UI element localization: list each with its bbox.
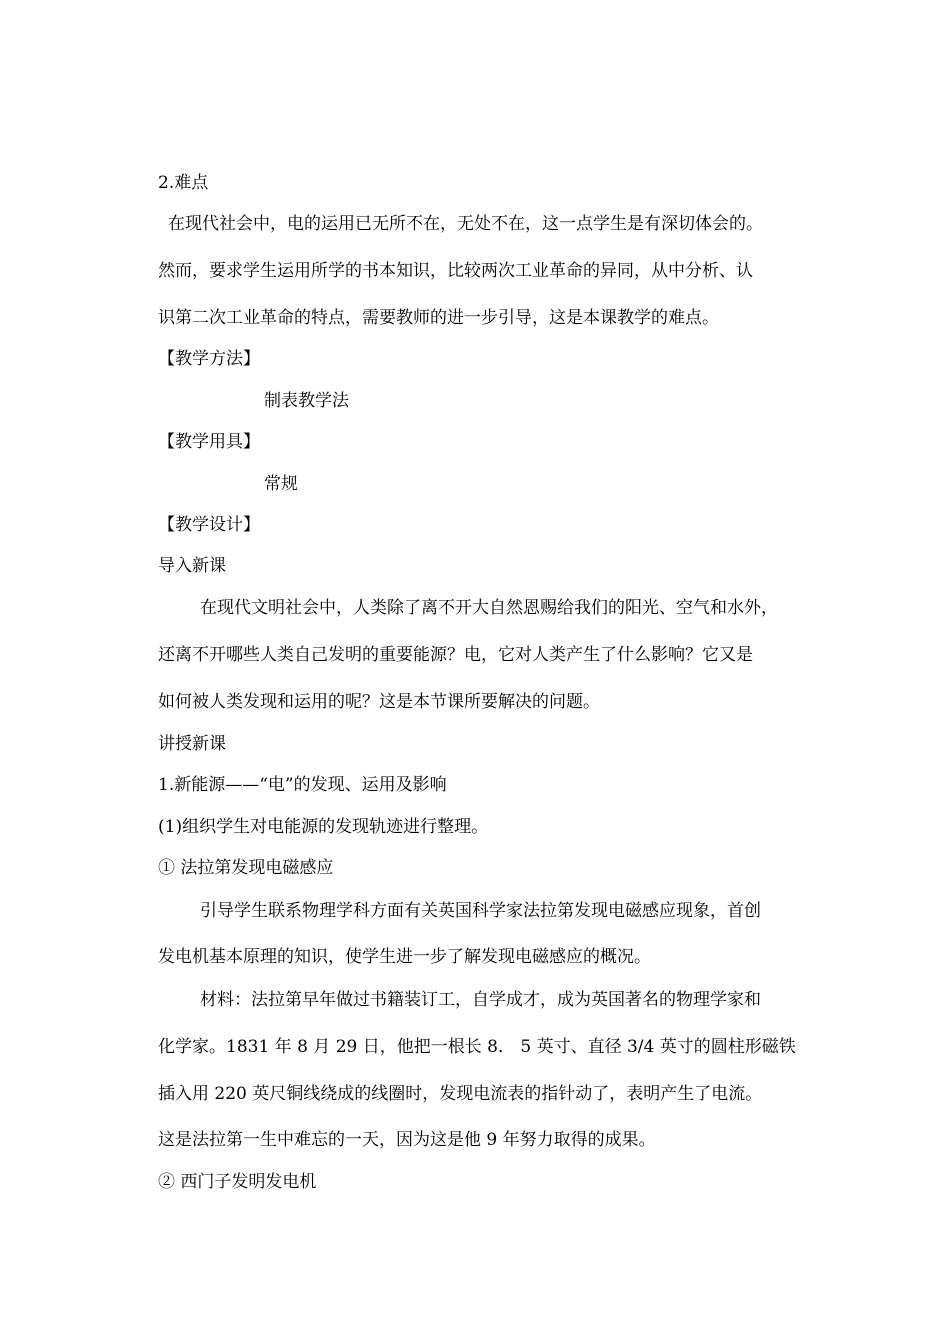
- guide-paragraph-line-2: 发电机基本原理的知识，使学生进一步了解发现电磁感应的概况。: [158, 947, 651, 967]
- guide-paragraph-line-1: 引导学生联系物理学科方面有关英国科学家法拉第发现电磁感应现象，首创: [200, 901, 761, 921]
- heading-difficulty: 2.难点: [158, 173, 209, 193]
- difficulty-paragraph-line-1: 在现代社会中，电的运用已无所不在，无处不在，这一点学生是有深切体会的。: [168, 214, 763, 234]
- subheading-organize-students: (1)组织学生对电能源的发现轨迹进行整理。: [158, 817, 489, 837]
- heading-intro: 导入新课: [158, 556, 226, 576]
- subheading-new-energy: 1.新能源——“电”的发现、运用及影响: [158, 775, 447, 795]
- intro-paragraph-line-3: 如何被人类发现和运用的呢？这是本节课所要解决的问题。: [158, 692, 600, 712]
- teaching-method-value: 制表教学法: [264, 391, 349, 411]
- difficulty-paragraph-line-3: 识第二次工业革命的特点，需要教师的进一步引导，这是本课教学的难点。: [158, 308, 719, 328]
- item-siemens: ② 西门子发明发电机: [158, 1172, 317, 1192]
- heading-teaching-method: 【教学方法】: [158, 349, 260, 369]
- item-faraday: ① 法拉第发现电磁感应: [158, 858, 334, 878]
- intro-paragraph-line-2: 还离不开哪些人类自己发明的重要能源？电，它对人类产生了什么影响？它又是: [158, 645, 753, 665]
- material-paragraph-line-1: 材料：法拉第早年做过书籍装订工，自学成才，成为英国著名的物理学家和: [200, 990, 761, 1010]
- material-paragraph-line-2: 化学家。1831 年 8 月 29 日，他把一根长 8． 5 英寸、直径 3/4 英寸的圆柱形磁铁: [158, 1037, 796, 1057]
- heading-lecture: 讲授新课: [158, 734, 226, 754]
- teaching-tools-value: 常规: [264, 474, 298, 494]
- intro-paragraph-line-1: 在现代文明社会中，人类除了离不开大自然恩赐给我们的阳光、空气和水外，: [200, 598, 778, 618]
- difficulty-paragraph-line-2: 然而，要求学生运用所学的书本知识，比较两次工业革命的异同，从中分析、认: [158, 261, 753, 281]
- heading-teaching-design: 【教学设计】: [158, 515, 260, 535]
- heading-teaching-tools: 【教学用具】: [158, 432, 260, 452]
- material-paragraph-line-3: 插入用 220 英尺铜线绕成的线圈时，发现电流表的指针动了，表明产生了电流。: [158, 1084, 763, 1104]
- material-paragraph-line-4: 这是法拉第一生中难忘的一天，因为这是他 9 年努力取得的成果。: [158, 1130, 656, 1150]
